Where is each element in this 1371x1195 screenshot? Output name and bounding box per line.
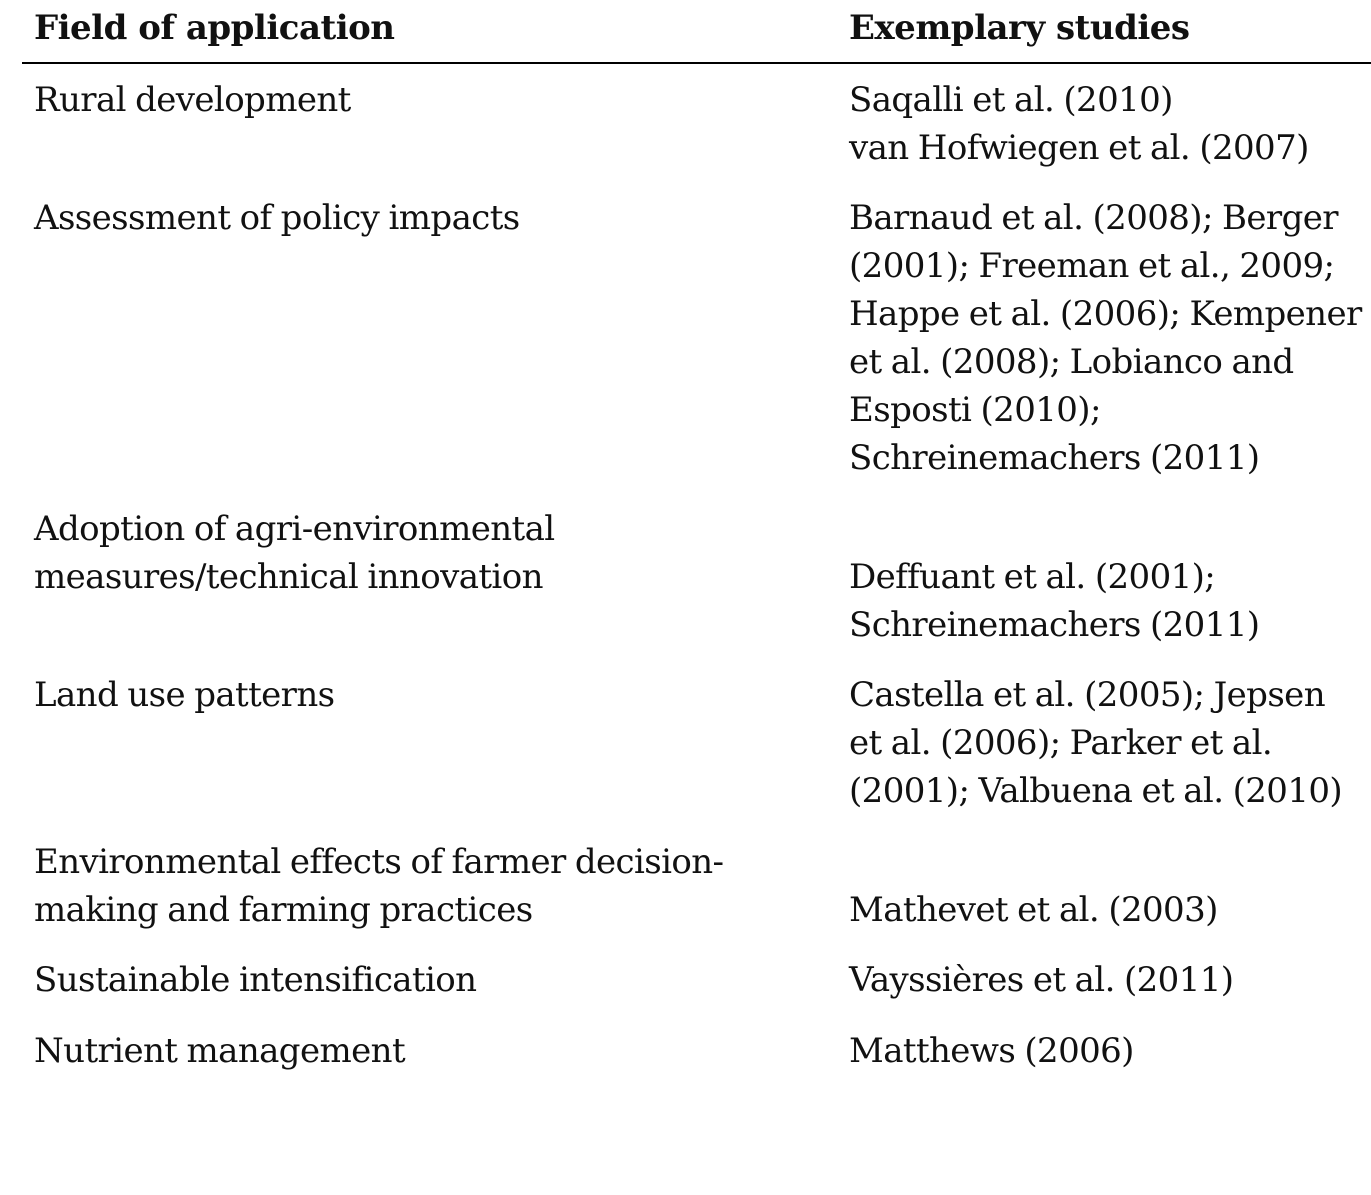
table-header-row xyxy=(0,0,1371,64)
header-divider xyxy=(22,62,1371,64)
studies-cell: Deffuant et al. (2001); Schreinemachers (2011) xyxy=(849,557,1260,645)
field-cell: Environmental effects of farmer decision- making and farming practices xyxy=(34,842,724,930)
header-exemplary-studies: Exemplary studies xyxy=(849,8,1190,48)
header-field-of-application: Field of application xyxy=(34,8,395,48)
field-cell: Land use patterns xyxy=(34,675,335,715)
studies-cell: Vayssières et al. (2011) xyxy=(849,960,1234,1000)
studies-cell: Castella et al. (2005); Jepsen et al. (2006); Parker et al. (2001); Valbuena et al. (2010) xyxy=(849,675,1343,811)
studies-cell: Saqalli et al. (2010) van Hofwiegen et al. (2007) xyxy=(849,80,1309,168)
studies-cell: Mathevet et al. (2003) xyxy=(849,890,1218,930)
field-cell: Assessment of policy impacts xyxy=(34,198,520,238)
field-cell: Adoption of agri-environmental measures/technical innovation xyxy=(34,509,555,597)
studies-cell: Barnaud et al. (2008); Berger (2001); Freeman et al., 2009; Happe et al. (2006); Kempener et al. (2008); Lobianco and Esposti (2010); Schreinemachers (2011) xyxy=(849,198,1362,478)
field-cell: Nutrient management xyxy=(34,1031,406,1071)
studies-cell: Matthews (2006) xyxy=(849,1031,1134,1071)
field-cell: Sustainable intensification xyxy=(34,960,477,1000)
field-cell: Rural development xyxy=(34,80,351,120)
